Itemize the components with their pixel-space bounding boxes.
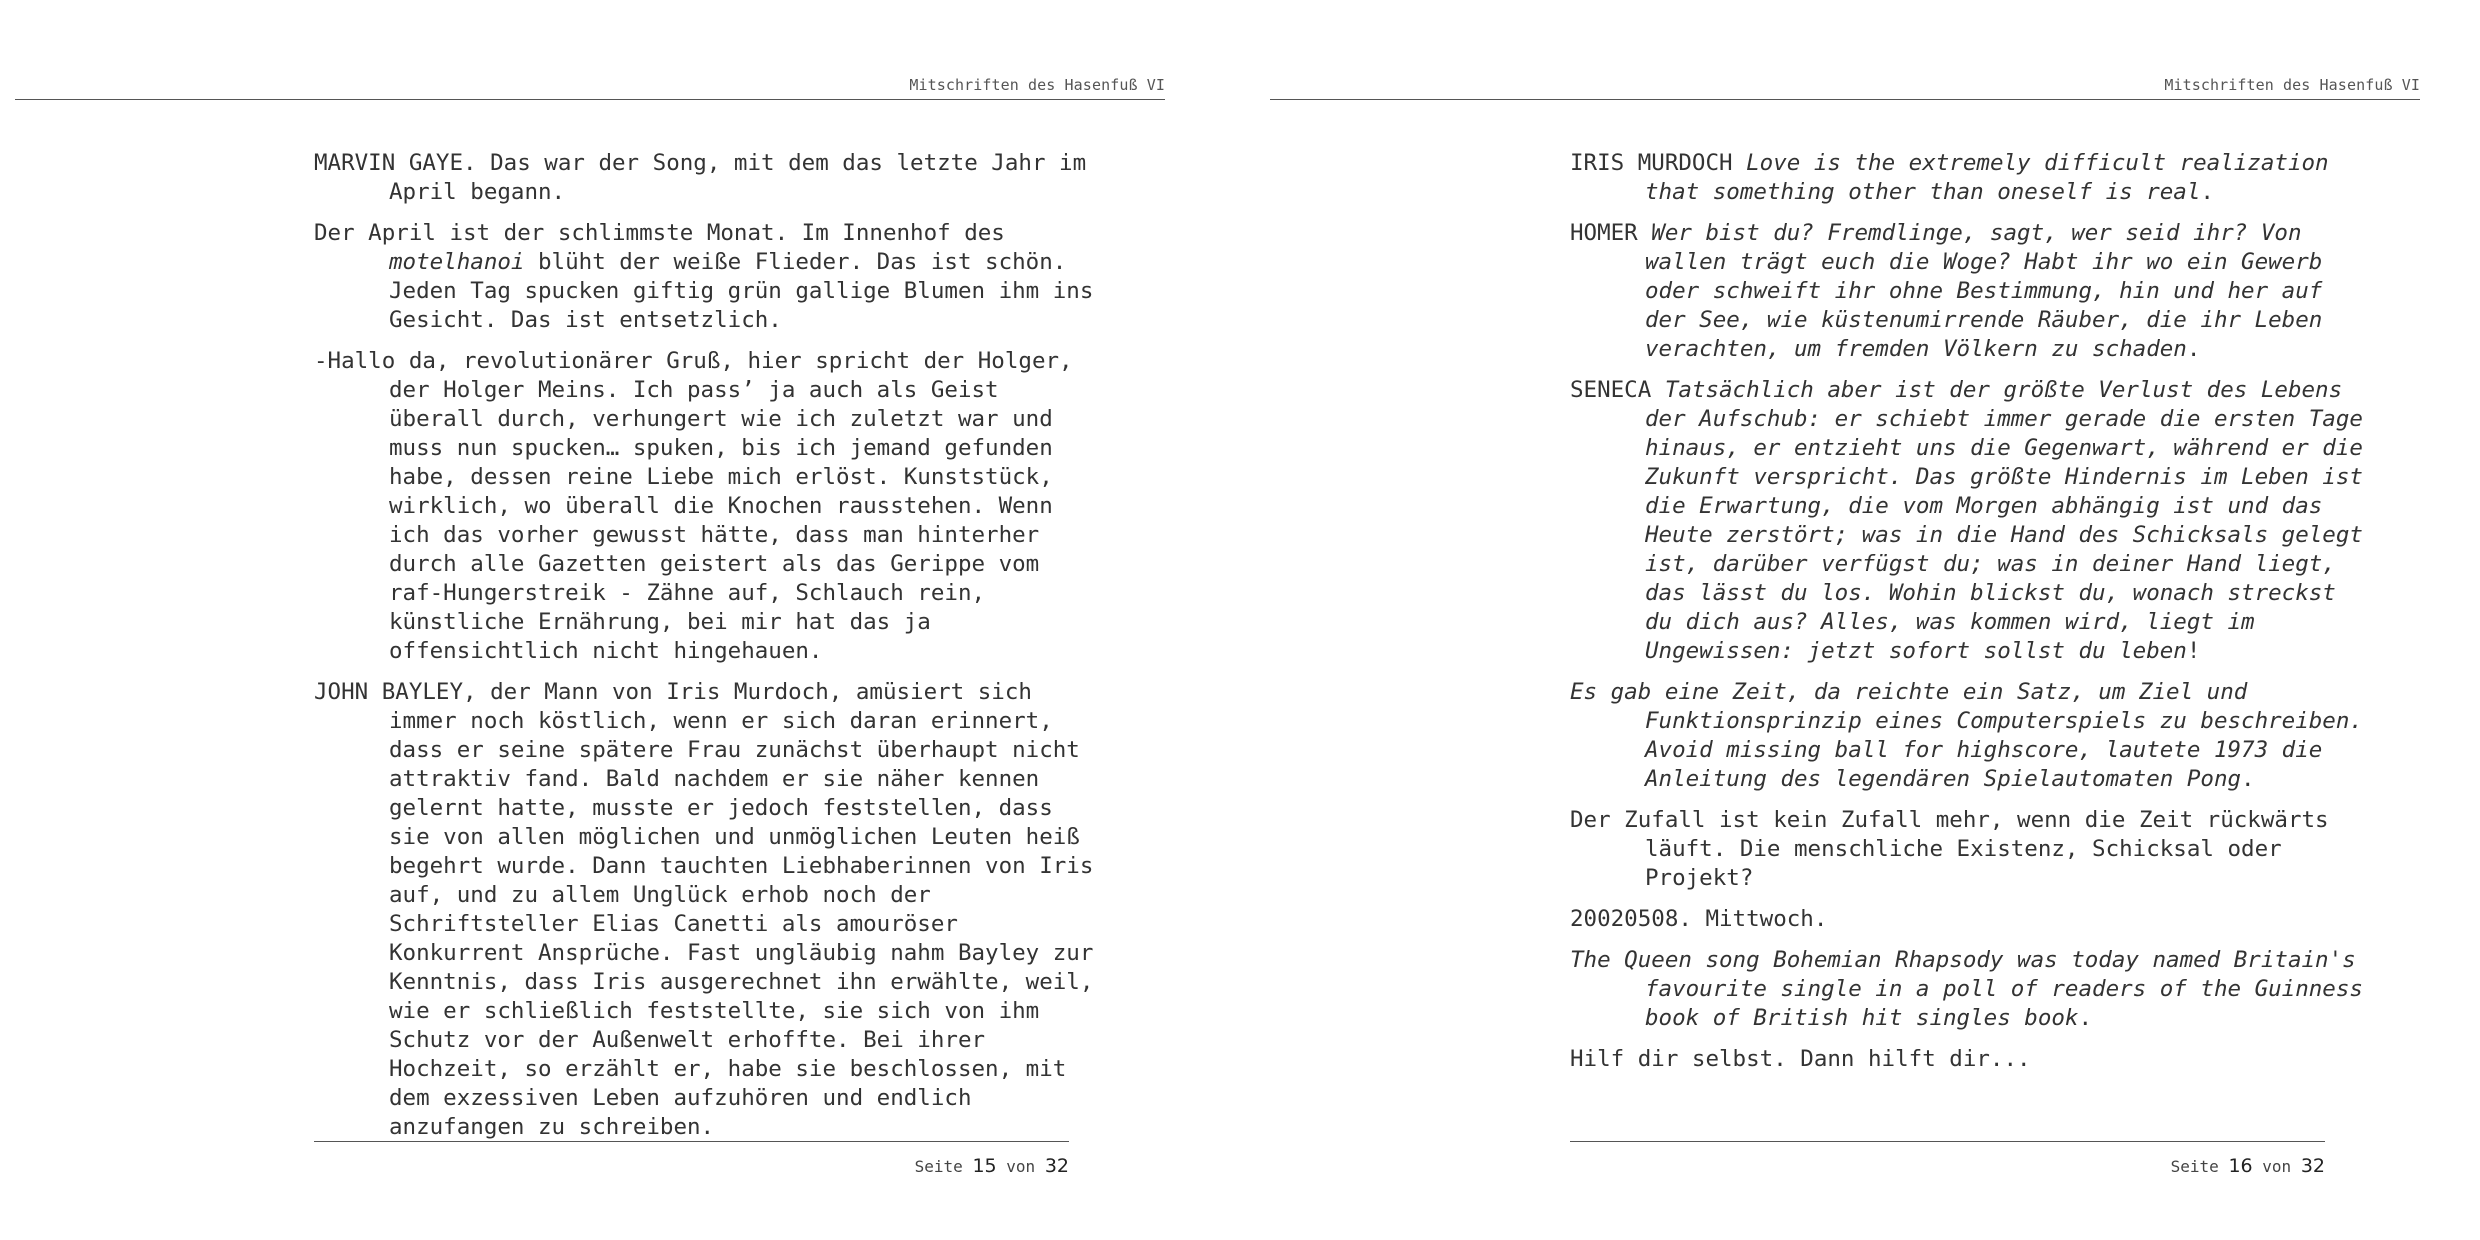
paragraph-tail: . bbox=[2241, 766, 2255, 792]
paragraph-text: SENECA bbox=[1570, 377, 1665, 403]
header-rule bbox=[15, 99, 1165, 100]
page-footer bbox=[314, 1155, 1069, 1177]
paragraph bbox=[314, 347, 1104, 666]
page-total: 32 bbox=[2300, 1155, 2325, 1177]
paragraph-text: Der April ist der schlimmste Monat. Im Innenhof des bbox=[314, 220, 1005, 246]
page-footer bbox=[1570, 1155, 2325, 1177]
footer-von-label: von bbox=[1006, 1157, 1036, 1176]
paragraph-tail: . bbox=[2078, 1005, 2093, 1031]
paragraph-italic: Es gab eine Zeit, da reichte ein Satz, um Ziel und Funktionsprinzip eines Computerspiels zu beschreiben. Avoid missing ball for highscore, lautete 1973 die Anleitung des legendären Spielautomaten Pong bbox=[1570, 679, 2363, 792]
paragraph-italic: Love is the extremely difficult realization that something other than oneself is real bbox=[1645, 150, 2329, 205]
right-page bbox=[1240, 0, 2480, 1240]
paragraph-text: MARVIN GAYE. Das war der Song, mit dem das letzte Jahr im April begann. bbox=[314, 150, 1087, 205]
paragraph bbox=[1570, 219, 2370, 364]
paragraph-italic: Wer bist du? Fremdlinge, sagt, wer seid ihr? Von wallen trägt euch die Woge? Habt ihr wo ein Gewerb oder schweift ihr ohne Bestimmung, hin und her auf der See, wie küstenumirrende Räuber, die ihr Leben verachten, um fremden Völkern zu schaden bbox=[1645, 220, 2323, 362]
footer-seite-label: Seite bbox=[2170, 1157, 2219, 1176]
paragraph bbox=[1570, 149, 2370, 207]
paragraph-text: IRIS MURDOCH bbox=[1570, 150, 1747, 176]
page-body bbox=[314, 149, 1104, 1154]
paragraph bbox=[1570, 376, 2370, 666]
paragraph-text: Der Zufall ist kein Zufall mehr, wenn die Zeit rückwärts läuft. Die menschliche Existenz, Schicksal oder Projekt? bbox=[1570, 807, 2329, 891]
paragraph bbox=[1570, 678, 2370, 794]
page-body bbox=[1570, 149, 2370, 1086]
page-total: 32 bbox=[1044, 1155, 1069, 1177]
paragraph bbox=[1570, 806, 2370, 893]
paragraph bbox=[314, 678, 1104, 1142]
page-number: 15 bbox=[972, 1155, 997, 1177]
paragraph-text: 20020508. Mittwoch. bbox=[1570, 906, 1828, 932]
paragraph-text: JOHN BAYLEY, der Mann von Iris Murdoch, amüsiert sich immer noch köstlich, wenn er sich daran erinnert, dass er seine spätere Frau zunächst überhaupt nicht attraktiv fand. Bald nachdem er sie näher kennen gelernt hatte, musste er jedoch feststellen, dass sie von allen möglichen und unmöglichen Leuten heiß begehrt wurde. Dann tauchten Liebhaberinnen von Iris auf, und zu allem Unglück erhob noch der Schriftsteller Elias Canetti als amouröser Konkurrent Ansprüche. Fast ungläubig nahm Bayley zur Kenntnis, dass Iris ausgerechnet ihn erwählte, weil, wie er schließlich feststellte, sie sich von ihm Schutz vor der Außenwelt erhoffte. Bei ihrer Hochzeit, so erzählt er, habe sie beschlossen, mit dem exzessiven Leben aufzuhören und endlich anzufangen zu schreiben. bbox=[314, 679, 1094, 1140]
paragraph-tail: . bbox=[2200, 179, 2214, 205]
paragraph-tail: blüht der weiße Flieder. Das ist schön. Jeden Tag spucken giftig grün gallige Blumen ihm ins Gesicht. Das ist entsetzlich. bbox=[389, 249, 1094, 333]
paragraph-text: Hilf dir selbst. Dann hilft dir... bbox=[1570, 1046, 2031, 1072]
paragraph bbox=[314, 219, 1104, 335]
paragraph-italic: Tatsächlich aber ist der größte Verlust des Lebens der Aufschub: er schiebt immer gerade die ersten Tage hinaus, er entzieht uns die Gegenwart, während er die Zukunft verspricht. Das größte Hindernis im Leben ist die Erwartung, die vom Morgen abhängig ist und das Heute zerstört; was in die Hand des Schicksals gelegt ist, darüber verfügst du; was in deiner Hand liegt, das lässt du los. Wohin blickst du, wonach streckst du dich aus? Alles, was kommen wird, liegt im Ungewissen: jetzt sofort sollst du leben bbox=[1645, 377, 2363, 664]
running-header: Mitschriften des Hasenfuß VI bbox=[909, 76, 1165, 94]
paragraph bbox=[314, 149, 1104, 207]
running-header: Mitschriften des Hasenfuß VI bbox=[2164, 76, 2420, 94]
paragraph-tail: . bbox=[2186, 336, 2201, 362]
paragraph-text: -Hallo da, revolutionärer Gruß, hier spricht der Holger, der Holger Meins. Ich pass’ ja auch als Geist überall durch, verhungert wie ich zuletzt war und muss nun spucken… spuken, bis ich jemand gefunden habe, dessen reine Liebe mich erlöst. Kunststück, wirklich, wo überall die Knochen rausstehen. Wenn ich das vorher gewusst hätte, dass man hinterher durch alle Gazetten geistert als das Gerippe vom raf-Hungerstreik - Zähne auf, Schlauch rein, künstliche Ernährung, bei mir hat das ja offensichtlich nicht hingehauen. bbox=[314, 348, 1073, 664]
paragraph-italic: motelhanoi bbox=[389, 249, 525, 275]
paragraph-tail: ! bbox=[2186, 638, 2201, 664]
paragraph bbox=[1570, 905, 2370, 934]
footer-rule bbox=[314, 1141, 1069, 1142]
paragraph-italic: The Queen song Bohemian Rhapsody was today named Britain's favourite single in a poll of readers of the Guinness book of British hit singles book bbox=[1570, 947, 2363, 1031]
paragraph bbox=[1570, 946, 2370, 1033]
footer-seite-label: Seite bbox=[914, 1157, 963, 1176]
paragraph-text: HOMER bbox=[1570, 220, 1652, 246]
header-rule bbox=[1270, 99, 2420, 100]
footer-von-label: von bbox=[2262, 1157, 2292, 1176]
footer-rule bbox=[1570, 1141, 2325, 1142]
page-number: 16 bbox=[2228, 1155, 2253, 1177]
paragraph bbox=[1570, 1045, 2370, 1074]
